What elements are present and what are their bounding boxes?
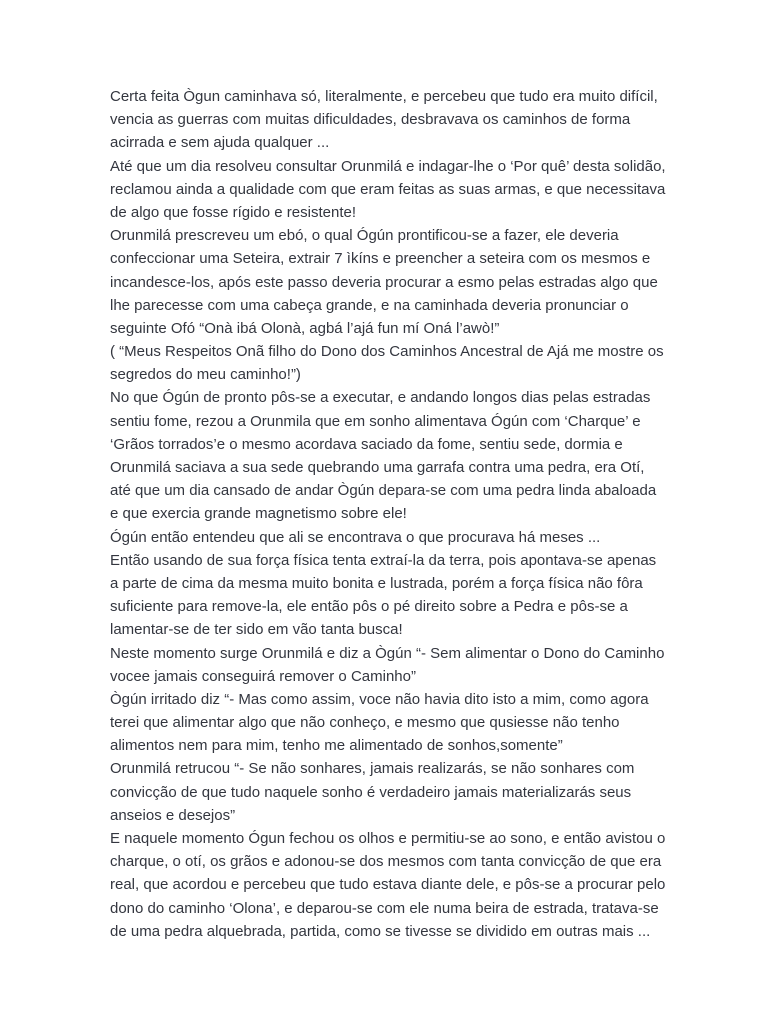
text-line: E naquele momento Ógun fechou os olhos e permitiu-se ao sono, e então avistou o <box>110 830 666 847</box>
text-line: e que exercia grande magnetismo sobre ele! <box>110 505 407 523</box>
text-line: anseios e desejos” <box>110 806 236 824</box>
text-line: real, que acordou e percebeu que tudo estava diante dele, e pôs-se a procurar pelo <box>110 876 666 894</box>
text-line: lamentar-se de ter sido em vão tanta busca! <box>110 621 403 639</box>
text-line: charque, o otí, os grãos e adonou-se dos mesmos com tanta convicção de que era <box>110 853 662 871</box>
text-line: Orunmilá retrucou “- Se não sonhares, jamais realizarás, se não sonhares com <box>110 760 635 778</box>
text-line: terei que alimentar algo que não conheço, e mesmo que qusiesse não tenho <box>110 714 620 732</box>
text-line: ( “Meus Respeitos Onã filho do Dono dos Caminhos Ancestral de Ajá me mostre os <box>110 343 664 361</box>
text-line: incandesce-los, após este passo deveria procurar a esmo pelas estradas algo que <box>110 273 658 291</box>
text-line: de uma pedra alquebrada, partida, como se tivesse se dividido em outras mais ... <box>110 922 651 940</box>
text-line: vocee jamais conseguirá remover o Caminho” <box>110 667 416 685</box>
text-line: No que Ógún de pronto pôs-se a executar, e andando longos dias pelas estradas <box>110 389 651 407</box>
text-line: acirrada e sem ajuda qualquer ... <box>110 134 330 152</box>
document-body-text <box>110 85 670 943</box>
text-line: Ògún irritado diz “- Mas como assim, voce não havia dito isto a mim, como agora <box>110 690 649 708</box>
text-line: segredos do meu caminho!”) <box>110 366 301 384</box>
text-line: suficiente para remove-la, ele então pôs o pé direito sobre a Pedra e pôs-se a <box>110 598 628 616</box>
text-line: dono do caminho ‘Olona’, e deparou-se com ele numa beira de estrada, tratava-se <box>110 899 659 917</box>
text-line: sentiu fome, rezou a Orunmila que em sonho alimentava Ógún com ‘Charque’ e <box>110 412 641 430</box>
text-line: a parte de cima da mesma muito bonita e lustrada, porém a força física não fôra <box>110 574 643 592</box>
text-line: Até que um dia resolveu consultar Orunmilá e indagar-lhe o ‘Por quê’ desta solidão, <box>110 157 666 175</box>
text-line: vencia as guerras com muitas dificuldades, desbravava os caminhos de forma <box>110 111 631 129</box>
text-line: reclamou ainda a qualidade com que eram feitas as suas armas, e que necessitava <box>110 180 666 198</box>
text-line: Certa feita Ògun caminhava só, literalmente, e percebeu que tudo era muito difícil, <box>110 88 658 105</box>
text-line: Então usando de sua força física tenta extraí-la da terra, pois apontava-se apenas <box>110 551 657 569</box>
text-line: seguinte Ofó “Onà ibá Olonà, agbá l’ajá fun mí Oná l’awò!” <box>110 319 500 337</box>
text-line: lhe parecesse com uma cabeça grande, e na caminhada deveria pronunciar o <box>110 296 629 314</box>
text-line: ‘Grãos torrados’e o mesmo acordava saciado da fome, sentiu sede, dormia e <box>110 435 623 453</box>
text-line: confeccionar uma Seteira, extrair 7 ìkíns e preencher a seteira com os mesmos e <box>110 250 651 268</box>
text-line: até que um dia cansado de andar Ògún depara-se com uma pedra linda abaloada <box>110 482 657 500</box>
text-line: alimentos nem para mim, tenho me alimentado de sonhos,somente” <box>110 737 563 755</box>
text-line: convicção de que tudo naquele sonho é verdadeiro jamais materializarás seus <box>110 783 632 801</box>
text-line: de algo que fosse rígido e resistente! <box>110 203 356 221</box>
text-line: Ógún então entendeu que ali se encontrava o que procurava há meses ... <box>110 528 601 546</box>
text-line: Orunmilá saciava a sua sede quebrando uma garrafa contra uma pedra, era Otí, <box>110 459 645 476</box>
text-line: Neste momento surge Orunmilá e diz a Ògún “- Sem alimentar o Dono do Caminho <box>110 644 665 662</box>
text-line: Orunmilá prescreveu um ebó, o qual Ógún prontificou-se a fazer, ele deveria <box>110 227 619 245</box>
